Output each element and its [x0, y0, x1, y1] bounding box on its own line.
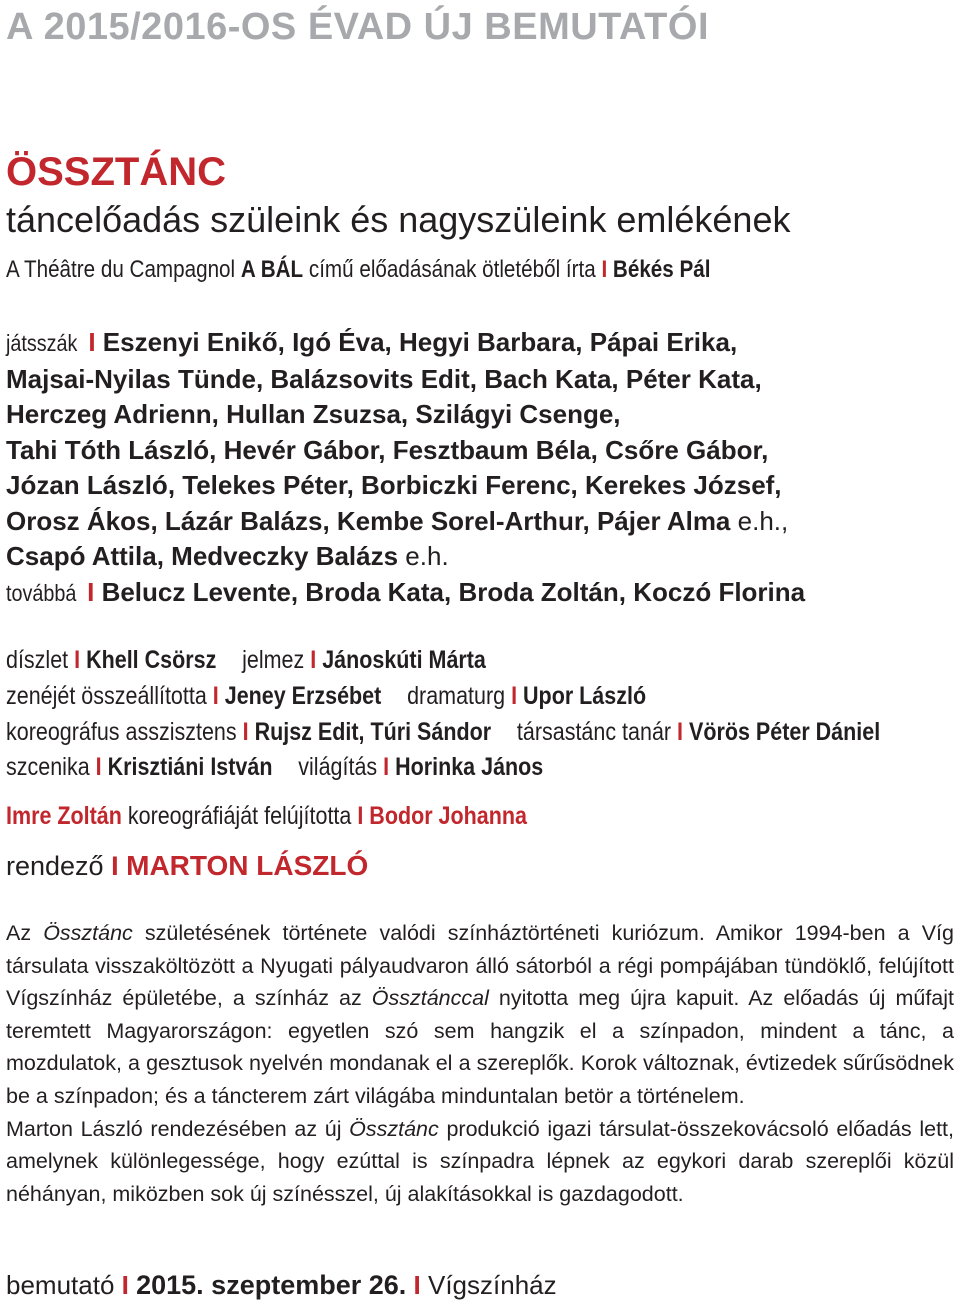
source-work: A BÁL [240, 256, 304, 283]
dance-teacher-name: Vörös Péter Dániel [689, 717, 881, 746]
cast-line: Herczeg Adrienn, Hullan Zsuzsa, Szilágyi Csenge, [6, 399, 621, 429]
separator: I [242, 717, 249, 746]
costume-label: jelmez [242, 646, 305, 674]
director-credit [6, 850, 368, 882]
guest-mark: e.h., [730, 505, 789, 536]
dramaturg-label: dramaturg [407, 681, 506, 710]
separator: I [511, 681, 518, 710]
text-run: születésének története valódi színháztörténeti kuriózum. Amikor 1994-ben a Víg társulata visszaköltözött a Nyugati pályaudvaron álló sátorból a régi pompájában tündöklő, felújított Vígszínház épületébe, a színház az [6, 921, 954, 1011]
separator: I [121, 1270, 129, 1300]
separator: I [87, 576, 95, 607]
cast-names: Orosz Ákos, Lázár Balázs, Kembe Sorel-Arthur, Pájer Alma [6, 505, 731, 536]
premiere-label: bemutató [6, 1270, 115, 1300]
cast-line: Józan László, Telekes Péter, Borbiczki Ferenc, Kerekes József, [6, 470, 782, 500]
season-heading: A 2015/2016-OS ÉVAD ÚJ BEMUTATÓI [6, 6, 710, 48]
separator: I [74, 646, 81, 674]
source-middle: című előadásának ötletéből írta [303, 256, 602, 283]
separator: I [310, 646, 317, 674]
text-run: Marton László rendezésében az új [6, 1116, 350, 1141]
text-run: produkció igazi társulat-összekovácsoló előadás lett, amelynek különlegessége, hogy ezúttal is színpadra lépnek az egykori darab szereplői közül néhányan, miközben sok új színésszel, új alakításokkal is gazdagodott. [6, 1116, 954, 1206]
crew-line [6, 679, 880, 715]
also-names: Belucz Levente, Broda Kata, Broda Zoltán, Koczó Florina [101, 576, 806, 607]
assistant-label: koreográfus asszisztens [6, 717, 237, 746]
stage-label: szcenika [6, 753, 90, 782]
separator: I [212, 681, 219, 710]
crew-line [6, 750, 880, 786]
dramaturg-name: Upor László [523, 681, 647, 710]
separator: I [677, 717, 684, 746]
set-label: díszlet [6, 646, 69, 674]
show-title-italic: Össztánccal [371, 986, 489, 1011]
show-title-italic: Össztánc [43, 921, 133, 945]
cast-names: Eszenyi Enikő, Igó Éva, Hegyi Barbara, Pápai Erika, [102, 327, 738, 357]
cast-line [6, 575, 805, 612]
costume-designer: Jánoskúti Márta [322, 646, 486, 674]
guest-mark: e.h. [398, 541, 449, 571]
director-label: rendező [6, 851, 104, 881]
cast-line: Tahi Tóth László, Hevér Gábor, Fesztbaum Béla, Csőre Gábor, [6, 434, 769, 465]
premiere-date: 2015. szeptember 26. [136, 1270, 407, 1300]
text-run: nyitotta meg újra kapuit. Az előadás új műfajt teremtett Magyarországon: egyetlen szó sem hangzik el a színpadon, mindent a tánc, a mozdulatok, a gesztusok nyelvén mondanak el a szereplők. Korok változnak, évtizedek sűrűsödnek be a színpadon; és a táncterem zárt világába minduntalan betör a történelem. [6, 986, 955, 1108]
revival-name: Bodor Johanna [369, 802, 527, 830]
choreography-revival [6, 802, 527, 831]
separator: I [357, 802, 364, 830]
stage-designer: Krisztiáni István [107, 753, 273, 782]
cast-line: Majsai-Nyilas Tünde, Balázsovits Edit, Bach Kata, Péter Kata, [6, 363, 762, 394]
description [6, 917, 954, 1210]
separator: I [601, 256, 608, 283]
cast-line [6, 504, 805, 540]
dance-teacher-label: társastánc tanár [516, 717, 672, 746]
description-paragraph [6, 917, 954, 1113]
cast-line [6, 539, 805, 575]
crew-block [6, 643, 960, 786]
separator: I [413, 1270, 421, 1300]
assistant-names: Rujsz Edit, Túri Sándor [254, 717, 492, 746]
lighting-label: világítás [298, 753, 378, 782]
crew-line [6, 643, 880, 679]
director-name: MARTON LÁSZLÓ [126, 850, 369, 881]
show-title-italic: Össztánc [349, 1116, 439, 1141]
source-credit [6, 256, 710, 284]
revival-text: koreográfiáját felújította [121, 802, 358, 830]
show-title: ÖSSZTÁNC [6, 150, 226, 194]
set-designer: Khell Csörsz [86, 646, 217, 674]
cast-label: játsszák [6, 330, 78, 356]
separator: I [111, 851, 119, 881]
separator: I [88, 327, 96, 357]
description-paragraph [6, 1113, 954, 1211]
separator: I [95, 753, 102, 782]
music-label: zenéjét összeállította [6, 681, 207, 710]
source-prefix: A Théâtre du Campagnol [6, 256, 241, 283]
show-subtitle: táncelőadás szüleink és nagyszüleink emlékének [6, 199, 791, 240]
author-name: Békés Pál [612, 256, 711, 283]
choreographer-name: Imre Zoltán [6, 802, 122, 830]
music-compiler: Jeney Erzsébet [224, 681, 382, 710]
premiere-venue: Vígszínház [427, 1270, 557, 1300]
cast-line [6, 325, 805, 362]
cast-names: Csapó Attila, Medveczky Balázs [6, 541, 399, 571]
also-label: továbbá [6, 579, 77, 606]
lighting-designer: Horinka János [395, 753, 544, 782]
cast-block [6, 325, 805, 611]
text-run: Az [6, 921, 44, 945]
premiere-info [6, 1270, 557, 1301]
crew-line [6, 715, 880, 751]
separator: I [383, 753, 390, 782]
